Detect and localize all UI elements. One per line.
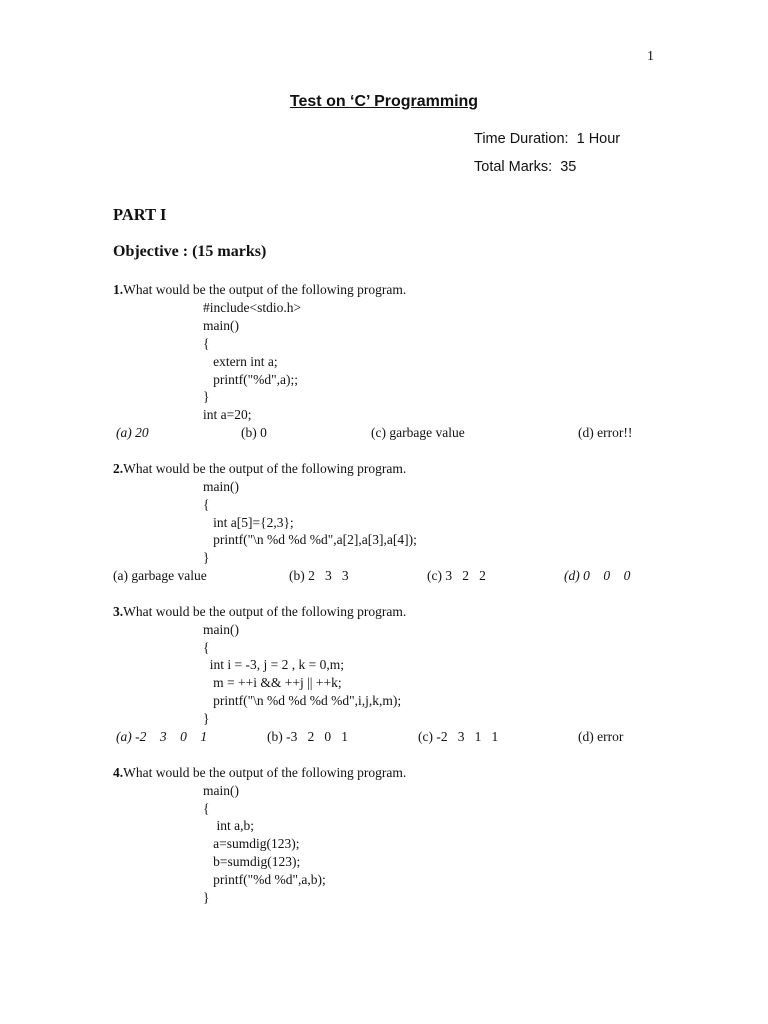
code-line: } — [203, 550, 210, 565]
code-line: main() — [203, 783, 239, 798]
code-line: int i = -3, j = 2 , k = 0,m; — [203, 657, 344, 672]
code-line: } — [203, 711, 210, 726]
question-number: 1. — [113, 282, 124, 297]
option-b: (b) 2 3 3 — [289, 568, 349, 583]
question-number: 3. — [113, 604, 124, 619]
code-line: int a=20; — [203, 407, 252, 422]
option-d: (d) error!! — [578, 425, 633, 440]
code-line: printf("\n %d %d %d",a[2],a[3],a[4]); — [203, 532, 417, 547]
option-a: (a) 20 — [116, 425, 149, 440]
code-line: { — [203, 497, 210, 512]
code-line: int a,b; — [203, 818, 254, 833]
question-2 — [113, 461, 406, 477]
code-line: int a[5]={2,3}; — [203, 515, 294, 530]
question-1 — [113, 282, 406, 298]
option-c: (c) 3 2 2 — [427, 568, 486, 583]
code-line: } — [203, 389, 210, 404]
code-line: } — [203, 890, 210, 905]
code-line: #include<stdio.h> — [203, 300, 302, 315]
question-3 — [113, 604, 406, 620]
option-b: (b) 0 — [241, 425, 267, 440]
page-number: 1 — [647, 49, 654, 64]
code-line: printf("%d",a);; — [203, 372, 298, 387]
option-a: (a) garbage value — [113, 568, 207, 583]
time-duration: Time Duration: 1 Hour — [474, 131, 621, 147]
page-title: Test on ‘C’ Programming — [289, 93, 479, 110]
question-text: What would be the output of the following program. — [123, 461, 407, 476]
code-line: main() — [203, 318, 239, 333]
code-line: printf("%d %d",a,b); — [203, 872, 326, 887]
section-heading: Objective : (15 marks) — [113, 243, 267, 260]
code-line: extern int a; — [203, 354, 278, 369]
question-text: What would be the output of the following program. — [123, 604, 407, 619]
code-line: main() — [203, 479, 239, 494]
total-marks: Total Marks: 35 — [474, 159, 577, 175]
question-4 — [113, 765, 406, 781]
question-text: What would be the output of the following program. — [123, 765, 407, 780]
question-text: What would be the output of the following program. — [123, 282, 407, 297]
code-line: printf("\n %d %d %d %d",i,j,k,m); — [203, 693, 402, 708]
option-c: (c) garbage value — [371, 425, 465, 440]
question-number: 2. — [113, 461, 124, 476]
option-a: (a) -2 3 0 1 — [116, 729, 208, 744]
code-line: { — [203, 801, 210, 816]
option-d: (d) error — [578, 729, 624, 744]
code-line: b=sumdig(123); — [203, 854, 301, 869]
code-line: a=sumdig(123); — [203, 836, 300, 851]
code-line: main() — [203, 622, 239, 637]
option-b: (b) -3 2 0 1 — [267, 729, 348, 744]
part-heading: PART I — [113, 205, 167, 224]
option-c: (c) -2 3 1 1 — [418, 729, 499, 744]
code-line: { — [203, 336, 210, 351]
option-d: (d) 0 0 0 — [564, 568, 631, 583]
code-line: { — [203, 640, 210, 655]
question-number: 4. — [113, 765, 124, 780]
code-line: m = ++i && ++j || ++k; — [203, 675, 342, 690]
